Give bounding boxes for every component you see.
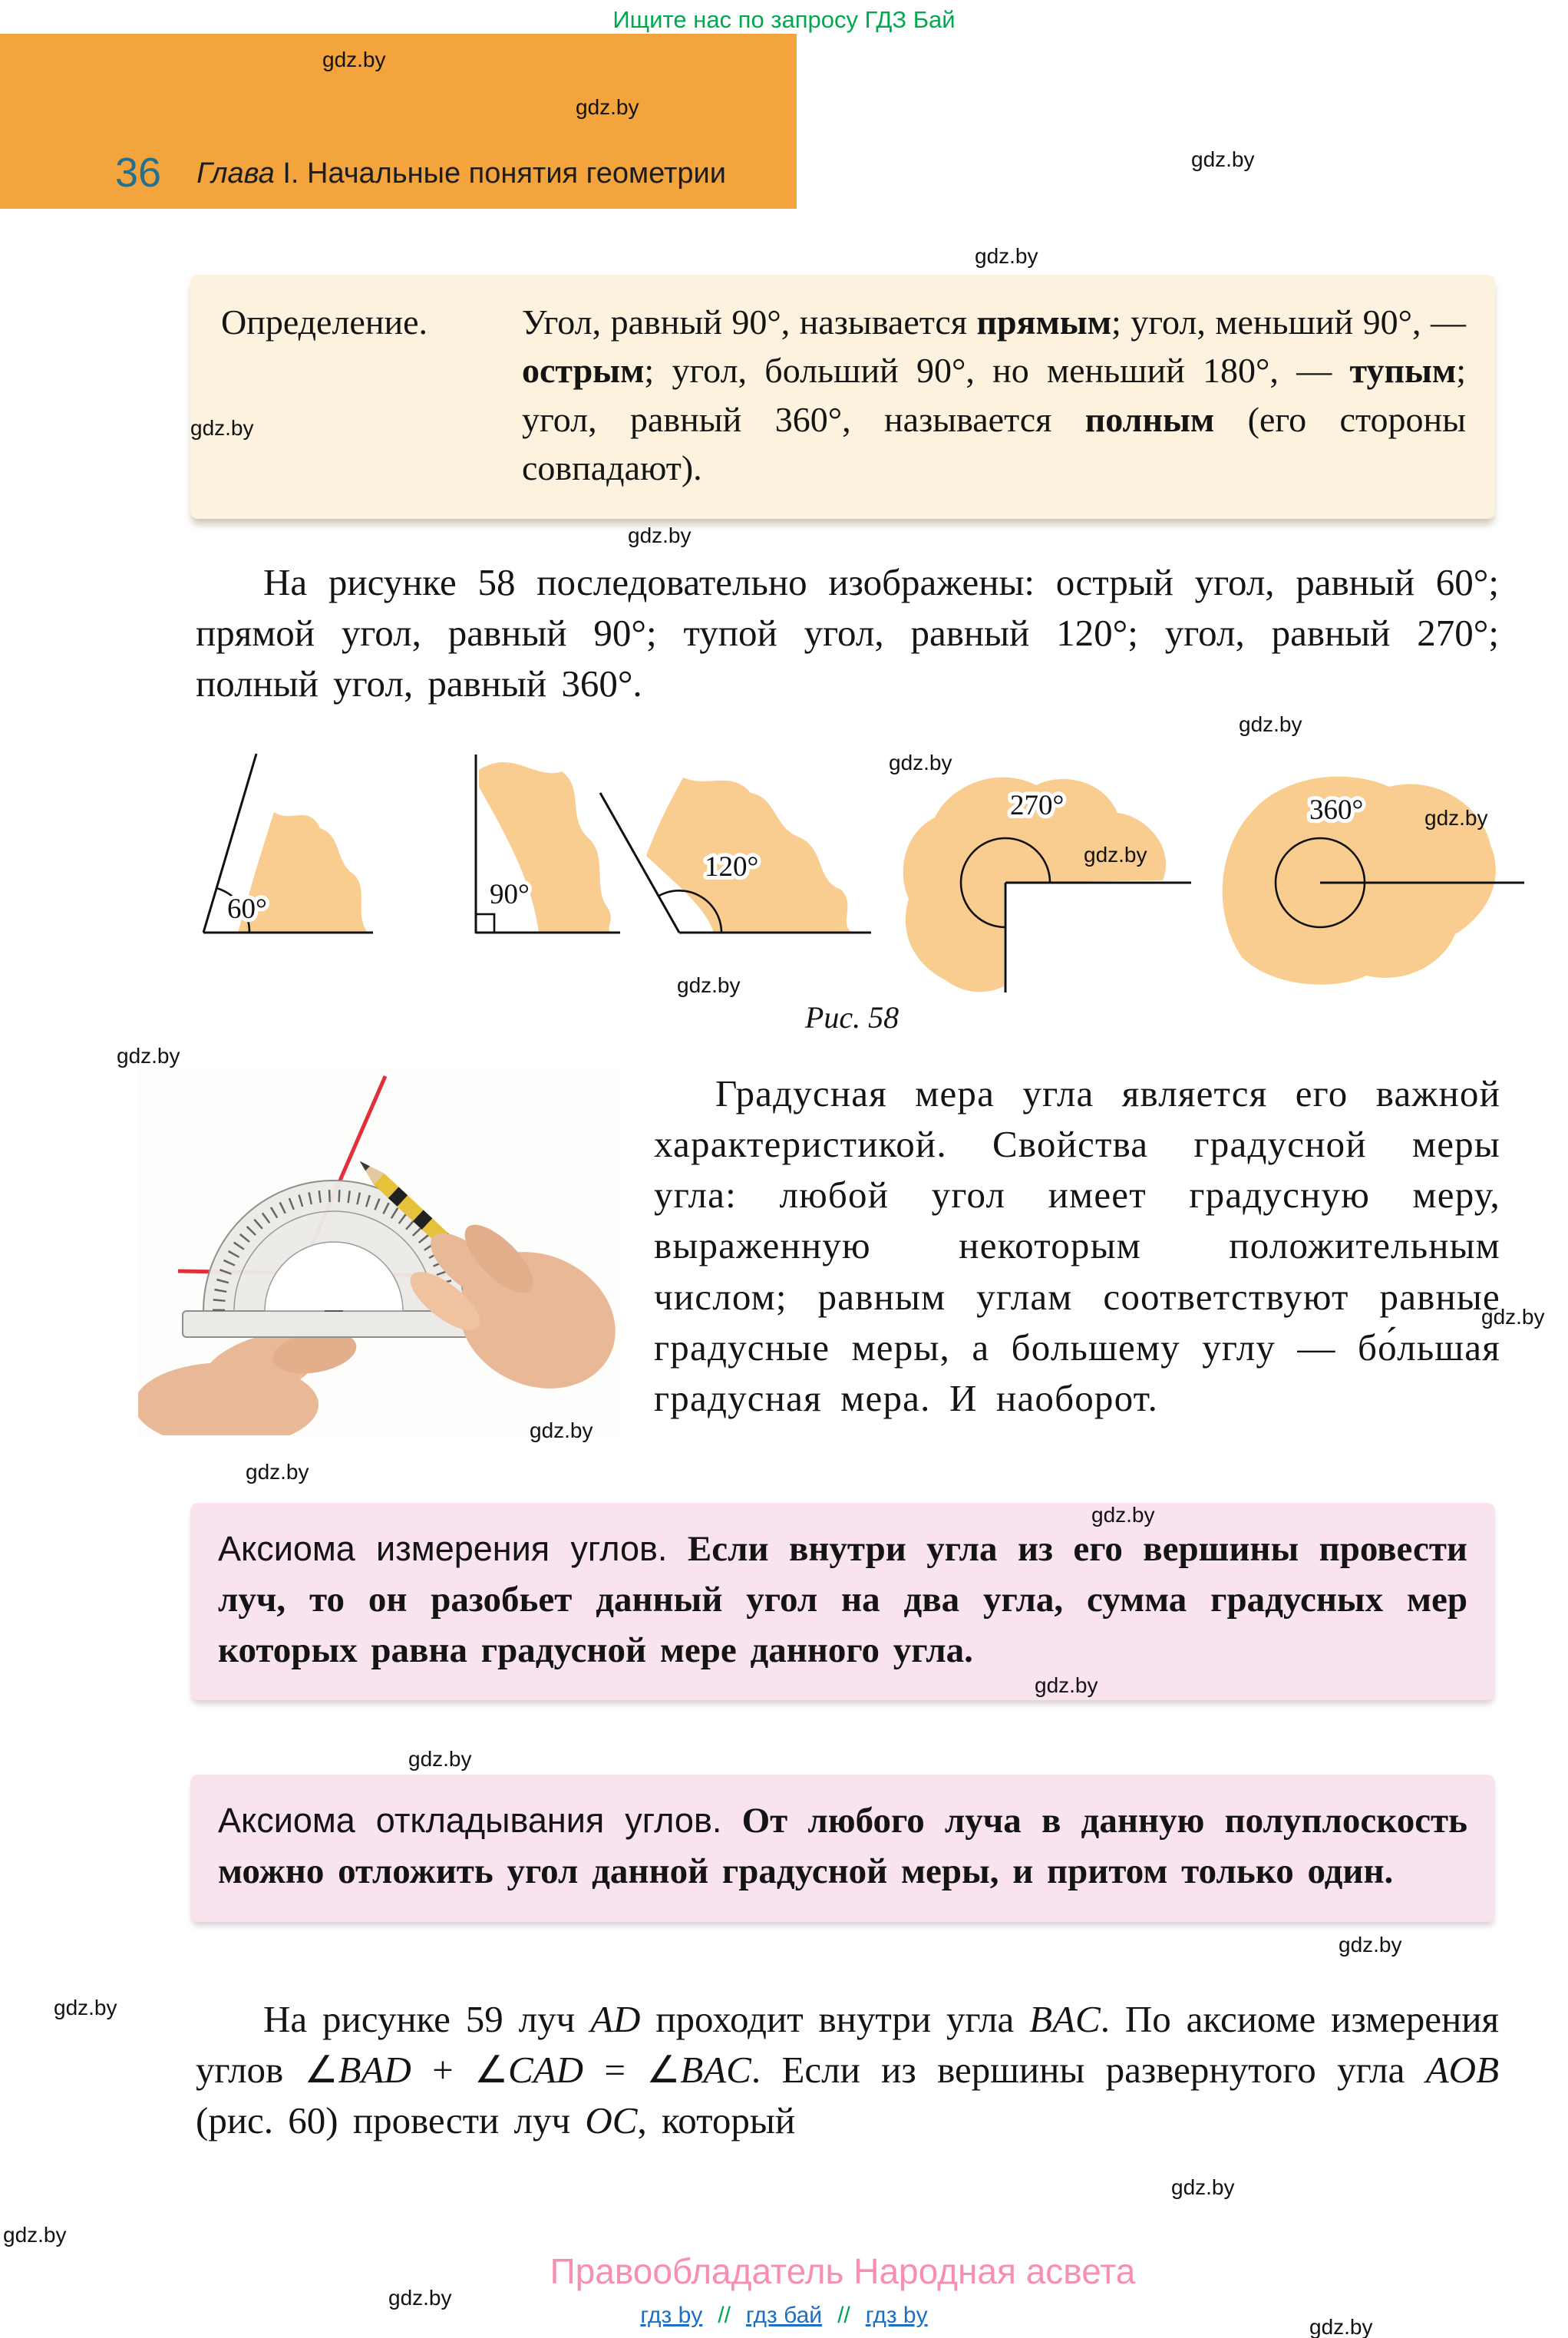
axiom-laying-off-box (190, 1775, 1495, 1922)
definition-label: Определение. (221, 302, 427, 342)
footer-link[interactable]: гдз by (640, 2303, 703, 2328)
gdzby-watermark: gdz.by (322, 48, 386, 71)
angle-120-diagram (600, 778, 871, 933)
gdzby-watermark: gdz.by (1035, 1673, 1098, 1697)
footer-link[interactable]: гдз by (865, 2303, 928, 2328)
gdzby-watermark: gdz.by (1239, 712, 1302, 736)
page-number: 36 (115, 150, 162, 196)
axiom-laying-off-label: Аксиома откладывания углов. (218, 1801, 722, 1840)
axiom-laying-off-text: От любого луча в данную полуплоскость можно отложить угол данной градусной меры, и притом только один. (218, 1801, 1468, 1891)
angle-90-diagram (476, 755, 620, 933)
gdzby-watermark: gdz.by (576, 95, 639, 119)
definition-box (190, 275, 1495, 519)
gdzby-watermark: gdz.by (1339, 1933, 1402, 1957)
gdzby-watermark: gdz.by (1084, 843, 1147, 867)
gdzby-watermark: gdz.by (628, 523, 692, 547)
gdzby-watermark: gdz.by (190, 416, 254, 440)
axiom-measurement-label: Аксиома измерения углов. (218, 1529, 668, 1568)
axiom-measurement-text: Если внутри угла из его вершины провести луч, то он разобьет данный угол на два угла, сумма градусных мер которых равна градусной мере данного угла. (218, 1529, 1468, 1670)
protractor-photo (138, 1067, 622, 1435)
footer-links (0, 2303, 1568, 2329)
figure-58 (177, 733, 1527, 998)
angle-120-label: 120° (705, 851, 759, 883)
gdzby-watermark: gdz.by (1309, 2315, 1373, 2338)
angle-270-diagram (903, 778, 1191, 992)
top-search-banner: Ищите нас по запросу ГДЗ Бай (612, 6, 956, 33)
gdzby-watermark: gdz.by (3, 2223, 67, 2247)
gdzby-watermark: gdz.by (54, 1996, 117, 2019)
paragraph-figure59-intro: На рисунке 59 луч AD проходит внутри угла BAC. По аксиоме измерения углов ∠BAD + ∠CAD = ∠BAC. Если из вершины развернутого угла AOB (рис. 60) провести луч OC, который (196, 1998, 1499, 2142)
gdzby-watermark: gdz.by (1481, 1305, 1545, 1329)
footer-link[interactable]: гдз бай (745, 2303, 823, 2328)
chapter-word: Глава (196, 157, 275, 190)
paragraph-degree-measure: Градусная мера угла является его важной характеристикой. Свойства градусной меры угла: любой угол имеет градусную меру, выраженную некоторым положительным числом; равным углам соответствуют равные градусные меры, а большему углу — бо́льшая градусная мера. И наоборот. (654, 1072, 1500, 1419)
gdzby-watermark: gdz.by (388, 2286, 452, 2310)
chapter-header-band (0, 34, 797, 209)
gdzby-watermark: gdz.by (889, 751, 952, 774)
paragraph-figure58-intro: На рисунке 58 последовательно изображены: острый угол, равный 60°; прямой угол, равный 90°; тупой угол, равный 120°; угол, равный 270°; полный угол, равный 360°. (196, 561, 1499, 705)
gdzby-watermark: gdz.by (975, 244, 1038, 268)
gdzby-watermark: gdz.by (246, 1460, 309, 1484)
definition-text: Угол, равный 90°, называется прямым; угол, меньший 90°, — острым; угол, больший 90°, но меньший 180°, — тупым; угол, равный 360°, называется полным (его стороны совпадают). (522, 302, 1466, 488)
axiom-measurement-box (190, 1503, 1495, 1700)
copyright-notice: Правообладатель Народная асвета (550, 2251, 1136, 2291)
footer-separator: // (718, 2303, 731, 2328)
angle-60-label: 60° (227, 893, 267, 925)
gdzby-watermark: gdz.by (677, 973, 741, 997)
chapter-rest: I. Начальные понятия геометрии (274, 157, 726, 190)
angle-360-label: 360° (1309, 794, 1364, 826)
angle-360-diagram (1223, 777, 1524, 985)
gdzby-watermark: gdz.by (530, 1418, 593, 1442)
angle-90-label: 90° (490, 879, 530, 910)
gdzby-watermark: gdz.by (1171, 2175, 1235, 2199)
gdzby-watermark: gdz.by (408, 1747, 472, 1771)
gdzby-watermark: gdz.by (1091, 1503, 1155, 1527)
figure-58-caption: Рис. 58 (804, 1000, 900, 1035)
gdzby-watermark: gdz.by (117, 1044, 180, 1068)
chapter-title (196, 158, 726, 193)
protractor-photo-art (138, 1067, 622, 1435)
gdzby-watermark: gdz.by (1191, 147, 1255, 171)
footer-separator: // (837, 2303, 850, 2328)
angle-270-label: 270° (1010, 790, 1065, 821)
gdzby-watermark: gdz.by (1424, 806, 1488, 830)
angle-60-diagram (203, 754, 373, 933)
